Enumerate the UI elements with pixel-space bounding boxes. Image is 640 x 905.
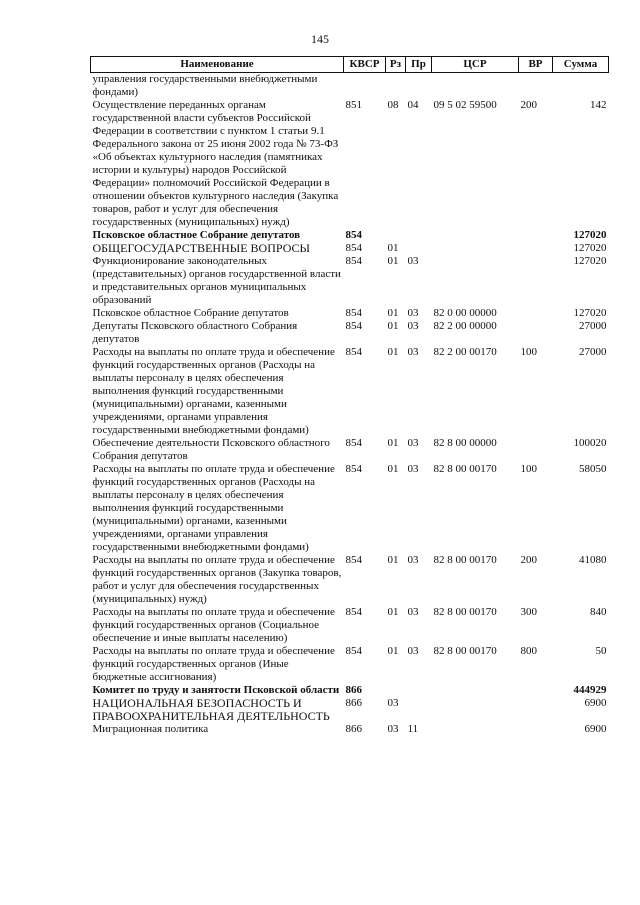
page-number: 145 bbox=[311, 32, 329, 46]
cell-vr bbox=[519, 723, 553, 736]
cell-sum: 58050 bbox=[579, 463, 607, 475]
cell-name: Функционирование законодательных (представительных) органов государственной власти и представительных органов муниципальных образований bbox=[92, 255, 341, 306]
header-csr: ЦСР bbox=[432, 57, 519, 73]
cell-rz: 08 bbox=[387, 99, 399, 111]
cell-csr bbox=[432, 73, 519, 100]
table-body bbox=[91, 73, 609, 737]
cell-pr: 03 bbox=[407, 645, 419, 657]
cell-sum: 127020 bbox=[573, 255, 607, 267]
cell-sum: 127020 bbox=[573, 242, 607, 254]
cell-vr: 100 bbox=[520, 346, 537, 358]
cell-sum: 27000 bbox=[579, 346, 607, 358]
cell-csr bbox=[432, 242, 519, 255]
cell-rz: 01 bbox=[387, 437, 399, 449]
header-name: Наименование bbox=[91, 57, 344, 73]
cell-vr: 300 bbox=[520, 606, 537, 618]
cell-kvsr: 854 bbox=[345, 242, 362, 254]
table-row bbox=[91, 242, 609, 255]
cell-csr: 82 8 00 00170 bbox=[433, 645, 497, 657]
cell-name: Осуществление переданных органам государственной власти субъектов Российской Федерации в соответствии с пунктом 1 статьи 9.1 Федерального закона от 25 июня 2002 года № 73-ФЗ «Об объектах культурного наследия (памятниках истории и культуры) народов Российской Федерации» полномочий Российской Федерации в отношении объектов культурного наследия (Закупка товаров, работ и услуг для обеспечения государственных (муниципальных) нужд) bbox=[92, 99, 339, 228]
cell-pr bbox=[406, 684, 432, 697]
cell-csr: 82 2 00 00000 bbox=[433, 320, 497, 332]
table-row bbox=[91, 73, 609, 100]
cell-kvsr: 866 bbox=[345, 723, 362, 735]
cell-pr: 03 bbox=[407, 346, 419, 358]
cell-rz: 03 bbox=[387, 697, 399, 709]
cell-sum: 27000 bbox=[579, 320, 607, 332]
cell-csr: 82 8 00 00170 bbox=[433, 606, 497, 618]
cell-sum: 127020 bbox=[573, 307, 607, 319]
cell-pr bbox=[406, 73, 432, 100]
cell-name: управления государственными внебюджетными фондами) bbox=[92, 73, 318, 98]
cell-sum: 840 bbox=[590, 606, 607, 618]
cell-csr: 82 8 00 00170 bbox=[433, 463, 497, 475]
cell-pr: 03 bbox=[407, 255, 419, 267]
cell-pr: 03 bbox=[407, 320, 419, 332]
cell-rz: 01 bbox=[387, 242, 399, 254]
cell-sum: 50 bbox=[595, 645, 607, 657]
cell-name: Расходы на выплаты по оплате труда и обеспечение функций государственных органов (Иные бюджетные ассигнования) bbox=[92, 645, 335, 683]
table-row bbox=[91, 463, 609, 554]
table-row bbox=[91, 437, 609, 463]
cell-name: НАЦИОНАЛЬНАЯ БЕЗОПАСНОСТЬ И ПРАВООХРАНИТЕЛЬНАЯ ДЕЯТЕЛЬНОСТЬ bbox=[92, 696, 330, 723]
cell-sum: 444929 bbox=[573, 684, 607, 696]
cell-sum: 6900 bbox=[584, 723, 607, 735]
table-row bbox=[91, 697, 609, 723]
cell-rz bbox=[386, 73, 406, 100]
table-row bbox=[91, 554, 609, 606]
cell-csr: 09 5 02 59500 bbox=[433, 99, 497, 111]
table-row bbox=[91, 320, 609, 346]
cell-csr bbox=[432, 697, 519, 723]
cell-kvsr bbox=[344, 73, 386, 100]
cell-vr bbox=[519, 320, 553, 346]
cell-rz: 03 bbox=[387, 723, 399, 735]
cell-vr: 200 bbox=[520, 99, 537, 111]
cell-kvsr: 854 bbox=[345, 606, 362, 618]
cell-vr bbox=[519, 255, 553, 307]
cell-csr: 82 8 00 00170 bbox=[433, 554, 497, 566]
cell-name: Расходы на выплаты по оплате труда и обеспечение функций государственных органов (Расходы на выплаты персоналу в целях обеспечения выполнения функций государственными (муниципальными) органами, казенными учреждениями, органами управления государственными внебюджетными фондами) bbox=[92, 463, 335, 553]
cell-sum bbox=[553, 73, 609, 100]
cell-pr: 04 bbox=[407, 99, 419, 111]
cell-name: Расходы на выплаты по оплате труда и обеспечение функций государственных органов (Расходы на выплаты персоналу в целях обеспечения выполнения функций государственными (муниципальными) органами, казенными учреждениями, органами управления государственными внебюджетными фондами) bbox=[92, 346, 335, 436]
cell-csr: 82 0 00 00000 bbox=[433, 307, 497, 319]
cell-pr bbox=[406, 242, 432, 255]
cell-rz: 01 bbox=[387, 606, 399, 618]
cell-csr bbox=[432, 229, 519, 242]
table-row bbox=[91, 645, 609, 684]
table-row bbox=[91, 346, 609, 437]
cell-rz bbox=[386, 684, 406, 697]
cell-csr: 82 2 00 00170 bbox=[433, 346, 497, 358]
cell-sum: 127020 bbox=[573, 229, 607, 241]
cell-kvsr: 854 bbox=[345, 437, 362, 449]
table-row bbox=[91, 723, 609, 736]
header-kvsr: КВСР bbox=[344, 57, 386, 73]
table-row bbox=[91, 255, 609, 307]
table-header bbox=[91, 57, 609, 73]
cell-kvsr: 854 bbox=[345, 307, 362, 319]
cell-rz: 01 bbox=[387, 554, 399, 566]
cell-name: Обеспечение деятельности Псковского областного Собрания депутатов bbox=[92, 437, 330, 462]
cell-name: Псковское областное Собрание депутатов bbox=[92, 307, 289, 319]
cell-pr: 03 bbox=[407, 307, 419, 319]
cell-csr bbox=[432, 684, 519, 697]
cell-csr bbox=[432, 255, 519, 307]
cell-csr: 82 8 00 00000 bbox=[433, 437, 497, 449]
cell-pr: 03 bbox=[407, 463, 419, 475]
cell-name: Расходы на выплаты по оплате труда и обеспечение функций государственных органов (Закупка товаров, работ и услуг для обеспечения государственных (муниципальных) нужд) bbox=[92, 554, 342, 605]
cell-rz: 01 bbox=[387, 463, 399, 475]
header-sum: Сумма bbox=[553, 57, 609, 73]
budget-table bbox=[90, 56, 609, 736]
cell-kvsr: 854 bbox=[345, 463, 362, 475]
cell-pr bbox=[406, 229, 432, 242]
header-vr: ВР bbox=[519, 57, 553, 73]
table-row bbox=[91, 606, 609, 645]
cell-sum: 41080 bbox=[579, 554, 607, 566]
cell-vr: 100 bbox=[520, 463, 537, 475]
cell-sum: 100020 bbox=[573, 437, 607, 449]
cell-rz: 01 bbox=[387, 320, 399, 332]
cell-csr bbox=[432, 723, 519, 736]
header-pr: Пр bbox=[406, 57, 432, 73]
cell-vr bbox=[519, 697, 553, 723]
cell-pr: 03 bbox=[407, 606, 419, 618]
cell-kvsr: 854 bbox=[345, 229, 362, 241]
cell-pr: 03 bbox=[407, 554, 419, 566]
cell-kvsr: 854 bbox=[345, 255, 362, 267]
cell-vr bbox=[519, 437, 553, 463]
cell-kvsr: 866 bbox=[345, 697, 362, 709]
cell-kvsr: 854 bbox=[345, 320, 362, 332]
cell-name: Расходы на выплаты по оплате труда и обеспечение функций государственных органов (Социальное обеспечение и иные выплаты населению) bbox=[92, 606, 335, 644]
table-row bbox=[91, 307, 609, 320]
cell-name: ОБЩЕГОСУДАРСТВЕННЫЕ ВОПРОСЫ bbox=[92, 241, 310, 255]
cell-vr: 800 bbox=[520, 645, 537, 657]
cell-pr: 03 bbox=[407, 437, 419, 449]
cell-kvsr: 854 bbox=[345, 346, 362, 358]
cell-rz bbox=[386, 229, 406, 242]
header-rz: Рз bbox=[386, 57, 406, 73]
cell-kvsr: 854 bbox=[345, 554, 362, 566]
cell-rz: 01 bbox=[387, 645, 399, 657]
table-row bbox=[91, 99, 609, 229]
cell-vr: 200 bbox=[520, 554, 537, 566]
cell-rz: 01 bbox=[387, 346, 399, 358]
cell-vr bbox=[519, 73, 553, 100]
cell-kvsr: 866 bbox=[345, 684, 362, 696]
cell-sum: 6900 bbox=[584, 697, 607, 709]
cell-vr bbox=[519, 229, 553, 242]
cell-kvsr: 851 bbox=[345, 99, 362, 111]
cell-vr bbox=[519, 307, 553, 320]
cell-rz: 01 bbox=[387, 255, 399, 267]
cell-pr: 11 bbox=[407, 723, 419, 735]
cell-pr bbox=[406, 697, 432, 723]
cell-kvsr: 854 bbox=[345, 645, 362, 657]
cell-name: Миграционная политика bbox=[92, 723, 209, 735]
cell-sum: 142 bbox=[590, 99, 607, 111]
cell-name: Комитет по труду и занятости Псковской области bbox=[92, 684, 340, 696]
cell-vr bbox=[519, 684, 553, 697]
cell-rz: 01 bbox=[387, 307, 399, 319]
cell-name: Депутаты Псковского областного Собрания депутатов bbox=[92, 320, 298, 345]
cell-name: Псковское областное Собрание депутатов bbox=[92, 229, 301, 241]
cell-vr bbox=[519, 242, 553, 255]
